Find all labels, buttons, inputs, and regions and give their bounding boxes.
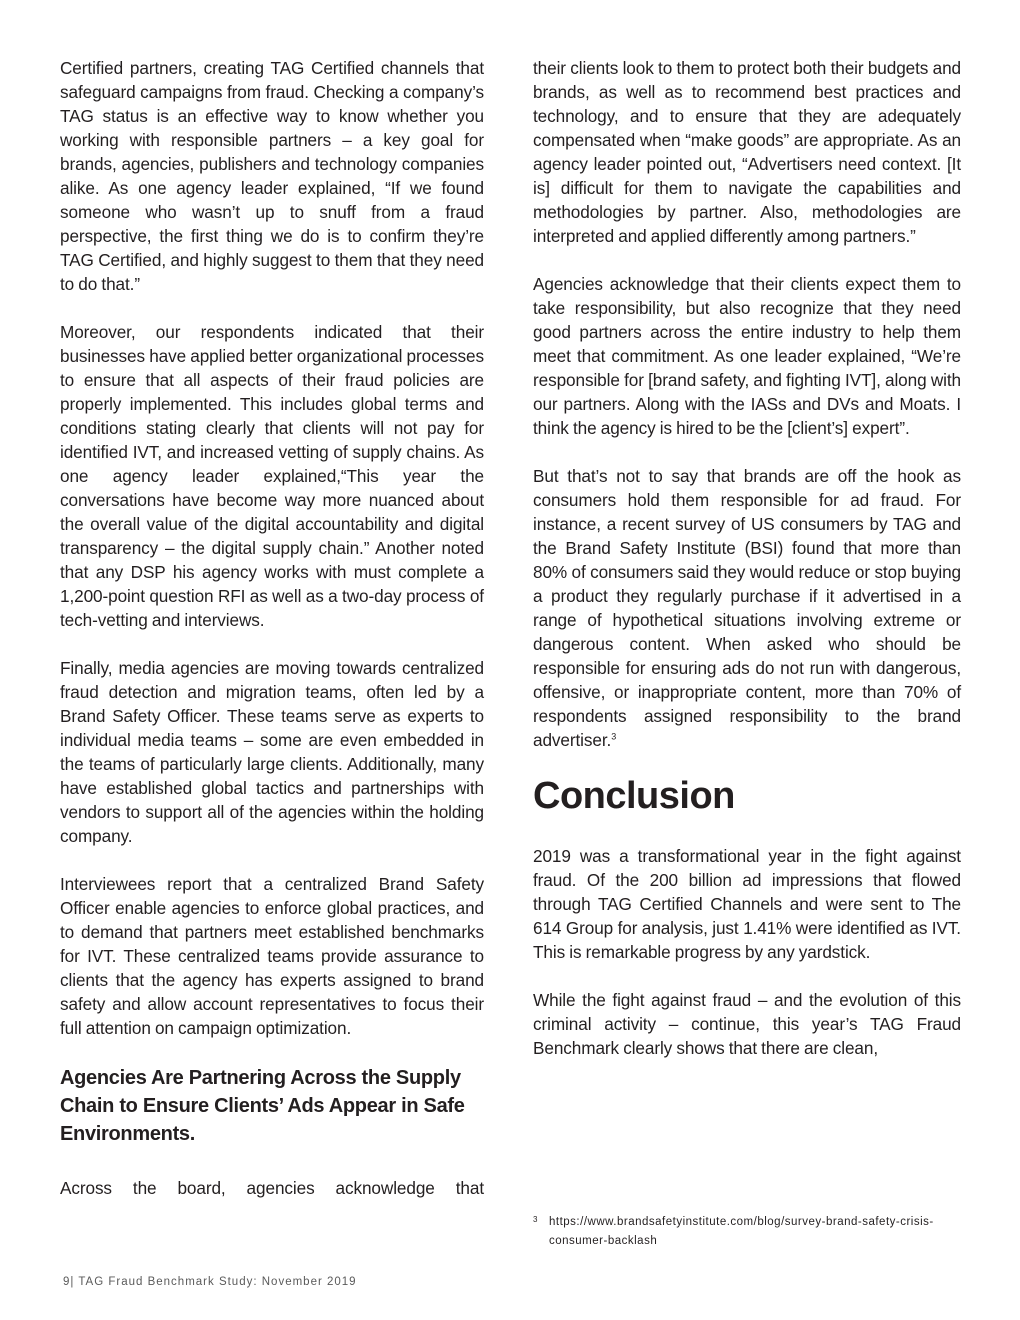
paragraph-organizational-processes: Moreover, our respondents indicated that their businesses have applied better organizational processes to ensure that all aspects of their fraud policies are properly implemented. This includes global terms and conditions stating clearly that clients will not pay for identified IVT, and increased vetting of supply chains. As one agency leader explained,“This year the conversations have become way more nuanced about the overall value of the digital accountability and digital transparency – the digital supply chain.” Another noted that any DSP his agency works with must complete a 1,200-point question RFI as well as a two-day process of tech-vetting and interviews. (60, 322, 484, 630)
footnote-mark: 3 (533, 1215, 538, 1224)
footnote-link[interactable]: https://www.brandsafetyinstitute.com/blog/survey-brand-safety-crisis-consumer-backlash (549, 1216, 934, 1247)
paragraph-brand-safety-officer: Interviewees report that a centralized Brand Safety Officer enable agencies to enforce global practices, and to demand that partners meet established benchmarks for IVT. These centralized teams provide assurance to clients that the agency has experts assigned to brand safety and allow account representatives to focus their full attention on campaign optimization. (60, 874, 484, 1038)
paragraph-tag-certified: Certified partners, creating TAG Certified channels that safeguard campaigns from fraud. Checking a company’s TAG status is an effective way to know whether you working with responsible partners – a key goal for brands, agencies, publishers and technology companies alike. As one agency leader explained, “If we found someone who wasn’t up to snuff from a fraud perspective, the first thing we do is to confirm they’re TAG Certified, and highly suggest to them that they need to do that.” (60, 58, 484, 294)
footnote-reference[interactable]: 3 (611, 731, 617, 742)
paragraph-brands-off-the-hook (533, 464, 961, 752)
right-column (533, 56, 961, 1084)
brand-paragraph-text: But that’s not to say that brands are off the hook as consumers hold them responsible for ad fraud. For instance, a recent survey of US consumers by TAG and the Brand Safety Institute (BSI) found that more than 80% of consumers said they would reduce or stop buying a product they regularly purchase if it advertised in a range of hypothetical situations involving extreme or dangerous content. When asked who should be responsible for ensuring ads do not run with dangerous, offensive, or inappropriate content, more than 70% of respondents assigned responsibility to the brand advertiser. (533, 466, 961, 750)
footnote (533, 1213, 963, 1251)
paragraph-centralized-teams: Finally, media agencies are moving towards centralized fraud detection and migration teams, often led by a Brand Safety Officer. These teams serve as experts to individual media teams – some are even embedded in the teams of particularly large clients. Additionally, many have established global tactics and partnerships with vendors to support all of the agencies within the holding company. (60, 658, 484, 846)
section-title-conclusion: Conclusion (533, 775, 735, 817)
paragraph-agencies-acknowledge: Agencies acknowledge that their clients expect them to take responsibility, but also recognize that they need good partners across the entire industry to help them meet that commitment. As one leader explained, “We’re responsible for [brand safety, and fighting IVT], along with our partners. Along with the IASs and DVs and Moats. I think the agency is hired to be the [client’s] expert”. (533, 274, 961, 438)
paragraph-clients-look-to-them: their clients look to them to protect both their budgets and brands, as well as to recommend best practices and technology, and to ensure that they are adequately compensated when “make goods” are appropriate. As an agency leader pointed out, “Advertisers need context. [It is] difficult for them to navigate the capabilities and methodologies by partner. Also, methodologies are interpreted and applied differently among partners.” (533, 58, 961, 246)
page-footer: 9| TAG Fraud Benchmark Study: November 2019 (63, 1276, 357, 1288)
paragraph-fight-against-fraud: While the fight against fraud – and the evolution of this criminal activity – continue, this year’s TAG Fraud Benchmark clearly shows that there are clean, (533, 990, 961, 1058)
paragraph-across-the-board: Across the board, agencies acknowledge that (60, 1178, 484, 1198)
paragraph-transformational-year: 2019 was a transformational year in the fight against fraud. Of the 200 billion ad impressions that flowed through TAG Certified Channels and were sent to The 614 Group for analysis, just 1.41% were identified as IVT. This is remarkable progress by any yardstick. (533, 846, 961, 962)
subheading-agencies-partnering: Agencies Are Partnering Across the Supply Chain to Ensure Clients’ Ads Appear in Safe Environments. (60, 1067, 465, 1145)
left-column (60, 56, 484, 1224)
